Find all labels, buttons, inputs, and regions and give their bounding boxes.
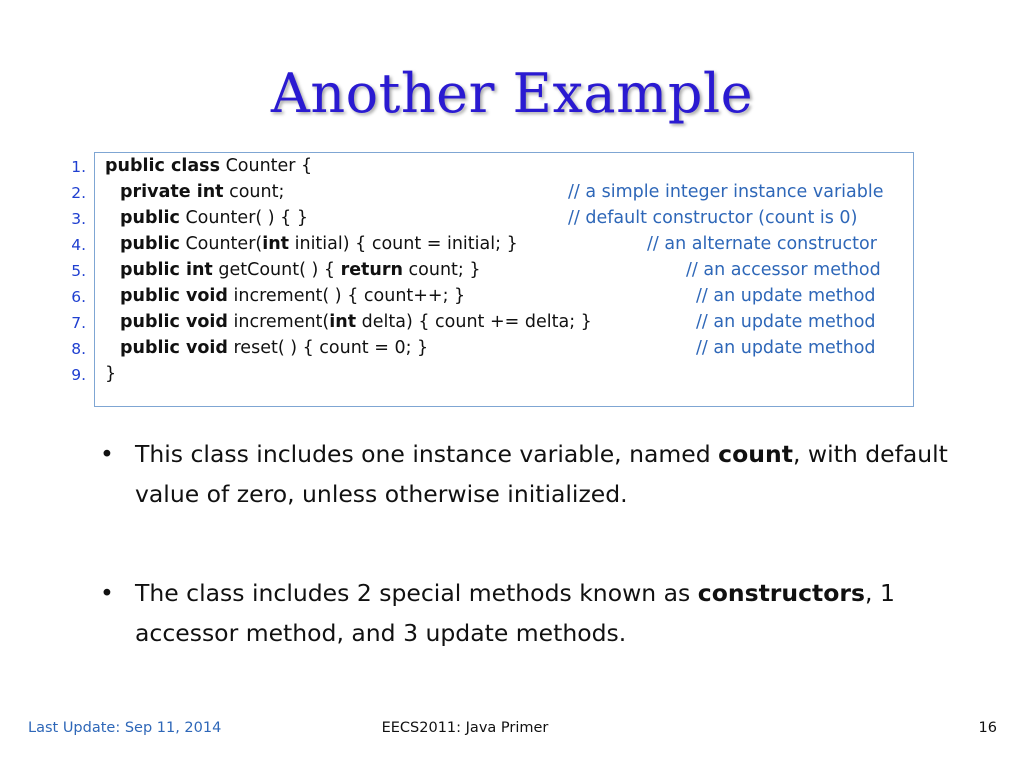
code-text: Counter {	[220, 156, 313, 176]
code-line	[120, 260, 481, 280]
bullet-text-part: The class includes 2 special methods known as	[135, 579, 698, 607]
footer-course: EECS2011: Java Primer	[381, 720, 549, 736]
code-comment: // an alternate constructor	[647, 234, 877, 254]
code-line	[105, 364, 116, 384]
code-text: }	[105, 364, 117, 384]
bullet-text	[135, 573, 980, 653]
code-listing	[94, 152, 914, 407]
code-text: Counter(	[179, 234, 263, 254]
code-keyword: public int	[120, 260, 213, 280]
code-text: increment(	[227, 312, 330, 332]
bullet-marker: •	[100, 579, 114, 607]
code-text: count; }	[402, 260, 481, 280]
code-line	[120, 338, 428, 358]
code-keyword: return	[340, 260, 403, 280]
slide-title: Another Example	[270, 62, 754, 125]
code-keyword: public void	[120, 286, 228, 306]
line-number: 3.	[71, 210, 86, 228]
code-text: Counter( ) { }	[179, 208, 308, 228]
code-line	[105, 156, 312, 176]
bullet-marker: •	[100, 440, 114, 468]
code-text: delta) { count += delta; }	[356, 312, 592, 332]
code-keyword: private int	[120, 182, 224, 202]
line-number: 4.	[71, 236, 86, 254]
code-text: getCount( ) {	[212, 260, 341, 280]
line-number: 2.	[71, 184, 86, 202]
code-keyword: public void	[120, 338, 228, 358]
line-number: 6.	[71, 288, 86, 306]
bullet-text-part: This class includes one instance variable, named	[135, 440, 719, 468]
code-keyword: public	[120, 234, 180, 254]
code-keyword: int	[329, 312, 357, 332]
line-number: 5.	[71, 262, 86, 280]
code-comment: // an accessor method	[686, 260, 881, 280]
code-comment: // an update method	[696, 286, 876, 306]
code-line	[120, 208, 308, 228]
code-keyword: int	[262, 234, 290, 254]
code-keyword: public void	[120, 312, 228, 332]
code-keyword: public class	[105, 156, 220, 176]
footer-date: Last Update: Sep 11, 2014	[28, 720, 222, 736]
code-comment: // an update method	[696, 312, 876, 332]
code-line	[120, 234, 518, 254]
code-comment: // a simple integer instance variable	[568, 182, 884, 202]
code-comment: // an update method	[696, 338, 876, 358]
bullet-text-part: , 1 accessor method, and 3 update methods.	[135, 579, 895, 647]
code-comment: // default constructor (count is 0)	[568, 208, 858, 228]
bullet-text	[135, 434, 980, 514]
code-text: reset( ) { count = 0; }	[227, 338, 429, 358]
bullet-text-bold: count	[718, 440, 793, 468]
line-number: 8.	[71, 340, 86, 358]
bullet-text-part: , with default value of zero, unless otherwise initialized.	[135, 440, 948, 508]
code-text: increment( ) { count++; }	[227, 286, 466, 306]
code-text: initial) { count = initial; }	[289, 234, 518, 254]
code-line	[120, 182, 284, 202]
line-number: 1.	[71, 158, 86, 176]
bullet-text-bold: constructors	[697, 579, 866, 607]
line-number: 7.	[71, 314, 86, 332]
code-line	[120, 286, 465, 306]
code-keyword: public	[120, 208, 180, 228]
page-number: 16	[978, 720, 997, 736]
code-line	[120, 312, 592, 332]
code-text: count;	[223, 182, 285, 202]
line-number: 9.	[71, 366, 86, 384]
